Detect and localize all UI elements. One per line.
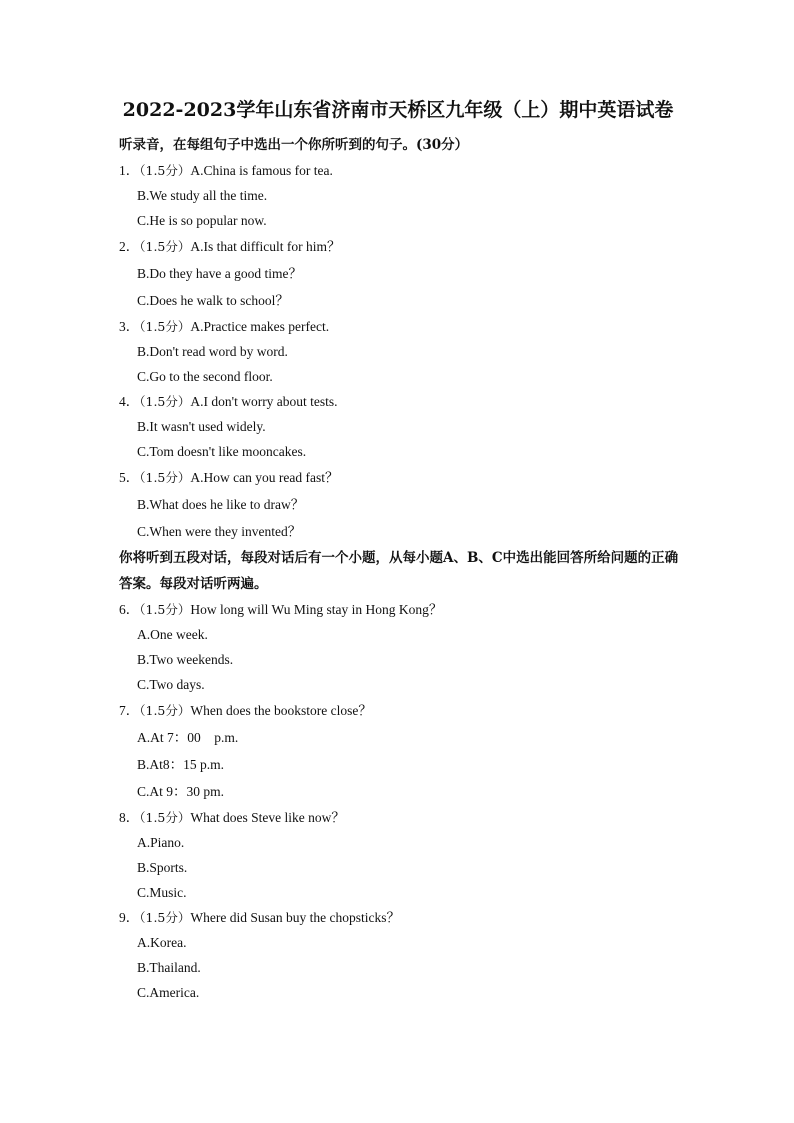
question-stem: 8．（1.5分）What does Steve like now？	[119, 810, 345, 825]
option-b: B.Do they have a good time？	[137, 266, 302, 281]
section-heading-2: 你将听到五段对话，每段对话后有一个小题，从每小题A、B、C中选出能回答所给问题的正确答案。每段对话听两遍。	[119, 550, 679, 592]
question-stem: 1．（1.5分）A.China is famous for tea.	[119, 163, 333, 178]
question-stem: 5．（1.5分）A.How can you read fast？	[119, 470, 339, 485]
option-c: C.Tom doesn't like mooncakes.	[137, 444, 307, 459]
question-3	[119, 314, 794, 389]
option-c: C.He is so popular now.	[137, 213, 267, 228]
section-heading-1: 听录音，在每组句子中选出一个你所听到的句子。(30分）	[119, 137, 469, 153]
question-2	[119, 233, 794, 314]
question-1	[119, 158, 794, 233]
question-stem: 2．（1.5分）A.Is that difficult for him？	[119, 239, 341, 254]
option-a: A.One week.	[137, 627, 208, 642]
option-c: C.Does he walk to school？	[137, 293, 289, 308]
question-stem: 7．（1.5分）When does the bookstore close？	[119, 703, 372, 718]
option-b: B.It wasn't used widely.	[137, 419, 266, 434]
question-5	[119, 464, 794, 545]
question-8	[119, 805, 794, 905]
question-7	[119, 697, 794, 805]
question-9	[119, 905, 794, 1005]
option-c: C.When were they invented？	[137, 524, 302, 539]
question-stem: 9．（1.5分）Where did Susan buy the chopsticks？	[119, 910, 400, 925]
option-b: B.Don't read word by word.	[137, 344, 288, 359]
option-b: B.Thailand.	[137, 960, 201, 975]
option-a: A.Korea.	[137, 935, 187, 950]
option-b: B.We study all the time.	[137, 188, 268, 203]
option-b: B.Sports.	[137, 860, 188, 875]
option-c: C.Go to the second floor.	[137, 369, 273, 384]
question-stem: 6．（1.5分）How long will Wu Ming stay in Hong Kong？	[119, 602, 443, 617]
question-6	[119, 597, 794, 697]
option-c: C.America.	[137, 985, 200, 1000]
option-c: C.Music.	[137, 885, 187, 900]
option-a: A.Piano.	[137, 835, 185, 850]
option-b: B.At8：15 p.m.	[137, 757, 225, 772]
option-b: B.What does he like to draw？	[137, 497, 305, 512]
option-c: C.At 9：30 pm.	[137, 784, 225, 799]
question-stem: 4．（1.5分）A.I don't worry about tests.	[119, 394, 338, 409]
page-title: 2022-2023学年山东省济南市天桥区九年级（上）期中英语试卷	[122, 99, 674, 121]
question-4	[119, 389, 794, 464]
option-a: A.At 7：00 p.m.	[137, 730, 239, 745]
option-c: C.Two days.	[137, 677, 205, 692]
question-stem: 3．（1.5分）A.Practice makes perfect.	[119, 319, 330, 334]
option-b: B.Two weekends.	[137, 652, 234, 667]
